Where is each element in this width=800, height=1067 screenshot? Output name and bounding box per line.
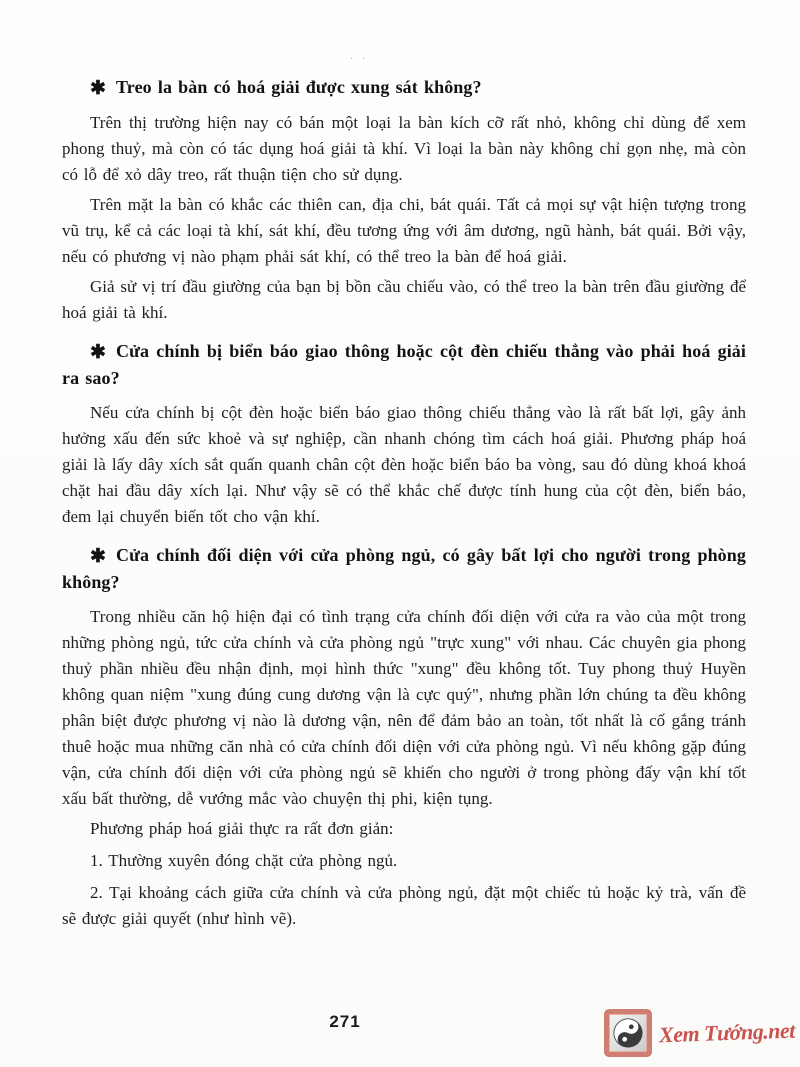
question-heading-text: Cửa chính đối diện với cửa phòng ngủ, có gây bất lợi cho người trong phòng không?	[62, 545, 746, 592]
qa-section-cua-chinh	[62, 542, 746, 932]
watermark	[604, 1006, 795, 1060]
list-item: 1. Thường xuyên đóng chặt cửa phòng ngủ.	[90, 851, 398, 870]
question-heading	[62, 74, 746, 101]
paragraph: Nếu cửa chính bị cột đèn hoặc biển báo giao thông chiếu thẳng vào là rất bất lợi, gây ảnh hưởng xấu đến sức khoẻ và sự nghiệp, cần nhanh chóng tìm cách hoá giải. Phương pháp hoá giải là lấy dây xích sắt quấn quanh chân cột đèn hoặc biển báo ba vòng, sau đó dùng khoá khoá chặt hai đầu dây xích lại. Như vậy sẽ có thể khắc chế được tính hung của cột đèn, biển báo, đem lại chuyển biến tốt cho vận khí.	[62, 403, 746, 526]
scan-artifact: · ·	[350, 54, 369, 65]
question-heading-text: Treo la bàn có hoá giải được xung sát không?	[116, 77, 482, 97]
qa-section-la-ban	[62, 74, 746, 326]
question-heading	[62, 338, 746, 391]
paragraph: Giả sử vị trí đầu giường của bạn bị bồn cầu chiếu vào, có thể treo la bàn trên đầu giường để hoá giải tà khí.	[62, 277, 746, 322]
paragraph: Trên mặt la bàn có khắc các thiên can, địa chi, bát quái. Tất cả mọi sự vật hiện tượng trong vũ trụ, kể cả các loại tà khí, sát khí, đều tương ứng với âm dương, ngũ hành, bát quái. Bởi vậy, nếu có phương vị nào phạm phải sát khí, có thể treo la bàn để hoá giải.	[62, 195, 746, 266]
page-content	[62, 74, 746, 938]
page-number: 271	[329, 1012, 361, 1031]
watermark-brand-text: Xem Tướng.net	[658, 1017, 796, 1048]
asterisk-bullet-icon: ✱	[90, 78, 107, 99]
yin-yang-icon	[604, 1009, 652, 1057]
question-heading	[62, 542, 746, 595]
asterisk-bullet-icon: ✱	[90, 342, 107, 363]
question-heading-text: Cửa chính bị biển báo giao thông hoặc cột đèn chiếu thẳng vào phải hoá giải ra sao?	[62, 341, 746, 388]
paragraph: Trong nhiều căn hộ hiện đại có tình trạng cửa chính đối diện với cửa ra vào của một trong những phòng ngủ, tức cửa chính và cửa phòng ngủ "trực xung" với nhau. Các chuyên gia phong thuỷ phần nhiều đều nhận định, mọi hình thức "xung" đều không tốt. Tuy phong thuỷ Huyền không quan niệm "xung đúng cung dương vận là cực quý", nhưng phần lớn chúng ta đều không phân biệt được phương vị nào là dương vận, nên để đảm bảo an toàn, tốt nhất là cố gắng tránh thuê hoặc mua những căn nhà có cửa chính đối diện với cửa phòng ngủ. Vì nếu không gặp đúng vận, cửa chính đối diện với cửa phòng ngủ sẽ khiến cho người ở trong phòng đấy vận khí tốt xấu bất thường, dễ vướng mắc vào chuyện thị phi, kiện tụng.	[62, 607, 746, 808]
paragraph: Phương pháp hoá giải thực ra rất đơn giản:	[90, 819, 394, 838]
qa-section-bien-bao	[62, 338, 746, 530]
list-item: 2. Tại khoảng cách giữa cửa chính và cửa phòng ngủ, đặt một chiếc tủ hoặc kỷ trà, vấn đề sẽ được giải quyết (như hình vẽ).	[62, 883, 746, 928]
asterisk-bullet-icon: ✱	[90, 546, 107, 567]
paragraph: Trên thị trường hiện nay có bán một loại la bàn kích cỡ rất nhỏ, không chỉ dùng để xem phong thuỷ, mà còn có tác dụng hoá giải tà khí. Vì loại la bàn này không chỉ gọn nhẹ, mà còn có lỗ để xỏ dây treo, rất thuận tiện cho sử dụng.	[62, 113, 746, 184]
